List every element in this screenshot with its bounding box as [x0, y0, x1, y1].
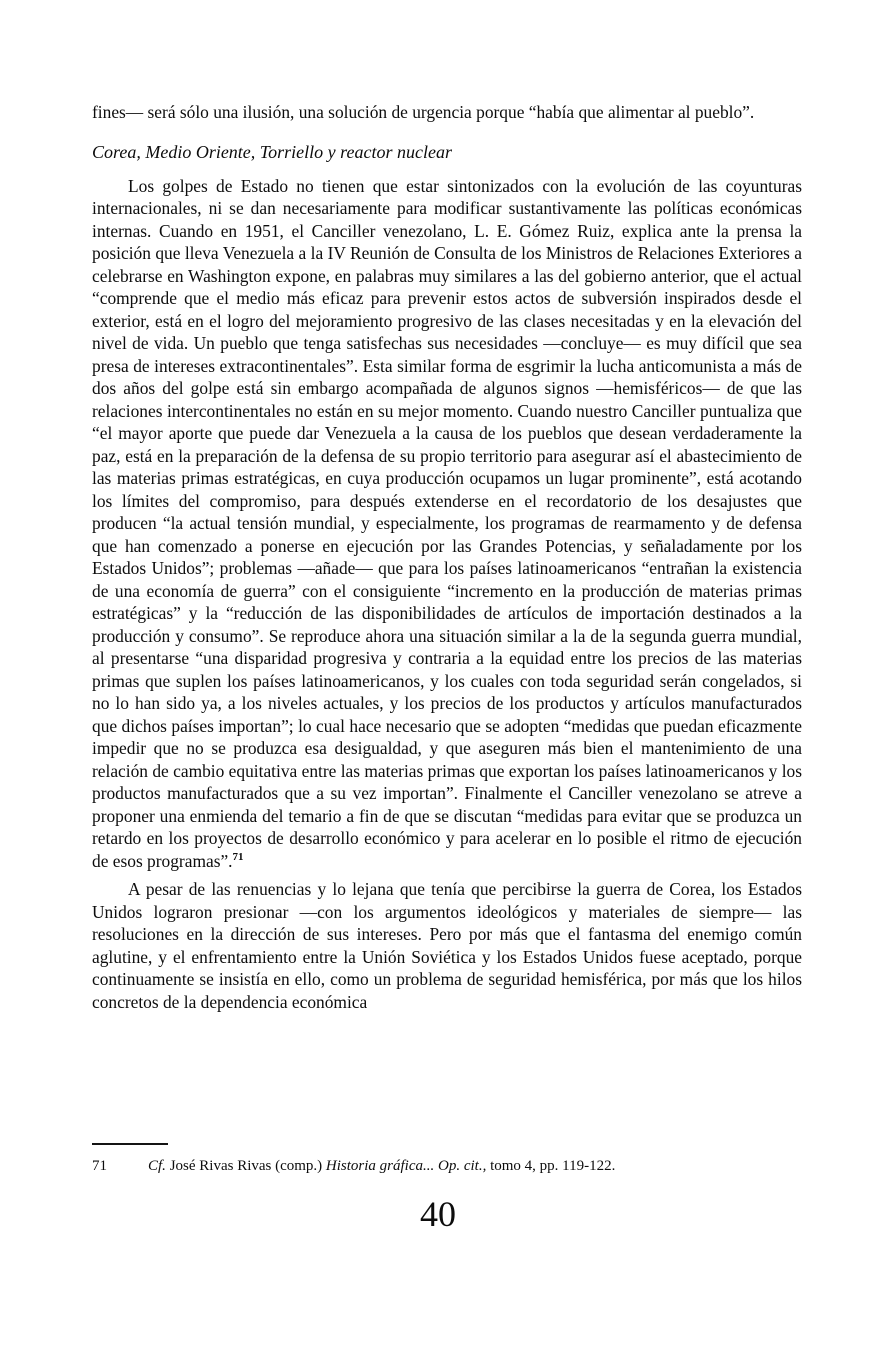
body-paragraph-1 — [92, 175, 802, 873]
footnote-reference: 71 — [232, 850, 244, 863]
continuation-paragraph: fines— será sólo una ilusión, una solución de urgencia porque “había que alimentar al pueblo”. — [92, 102, 755, 122]
paragraph-1-text: Los golpes de Estado no tienen que estar sintonizados con la evolución de las coyunturas internacionales, ni se dan necesariamente para modificar sustantivamente las políticas económicas internas. Cuando en 1951, el Canciller venezolano, L. E. Gómez Ruiz, explica ante la prensa la posición que lleva Venezuela a la IV Reunión de Consulta de los Ministros de Relaciones Exteriores a celebrarse en Washington expone, en palabras muy similares a las del gobierno anterior, que el actual “comprende que el medio más eficaz para prevenir estos actos de subversión inspirados desde el exterior, está en el logro del mejoramiento progresivo de las clases necesitadas y en la elevación del nivel de vida. Un pueblo que tenga satisfechas sus necesidades —concluye— es muy difícil que sea presa de intereses extracontinentales”. Esta similar forma de esgrimir la lucha anticomunista a más de dos años del golpe está sin embargo acompañada de algunos signos —hemisféricos— de que las relaciones intercontinentales no están en su mejor momento. Cuando nuestro Canciller puntualiza que “el mayor aporte que puede dar Venezuela a la causa de los pueblos que desean verdaderamente la paz, está en la preparación de la defensa de su propio territorio para asegurar así el abastecimiento de las materias primas estratégicas, en cuya producción ocupamos un lugar prominente”, está acotando los límites del compromiso, para después extenderse en el recordatorio de los desajustes que producen “la actual tensión mundial, y especialmente, los programas de rearmamento y de defensa que han comenzado a ponerse en ejecución por las Grandes Potencias, y señaladamente por los Estados Unidos”; problemas —añade— que para los países latinoamericanos “entrañan la existencia de una economía de guerra” con el consiguiente “incremento en la producción de materias primas estratégicas” y la “reducción de las disponibilidades de artículos de importación destinados a la producción y consumo”. Se reproduce ahora una situación similar a la de la segunda guerra mundial, al presentarse “una disparidad progresiva y contraria a la equidad entre los precios de las materias primas que suplen los países latinoamericanos, y los cuales con toda seguridad serán congelados, si no lo han sido ya, a los niveles actuales, y los precios de los productos y artículos manufacturados que dichos países importan”; lo cual hace necesario que se adopten “medidas que puedan eficazmente impedir que no se produzca esa desigualdad, y que aseguren más bien el mantenimiento de una relación de cambio equitativa entre las materias primas que exportan los países latinoamericanos y los productos manufacturados que a su vez importan”. Finalmente el Canciller venezolano se atreve a proponer una enmienda del temario a fin de que se discutan “medidas para evitar que se produzca un retardo en los proyectos de desarrollo económico y para acelerar en lo posible el ritmo de ejecución de esos programas”. — [92, 175, 802, 871]
page-number: 40 — [420, 1194, 456, 1234]
footnote-work-title: Historia gráfica... Op. cit., — [325, 1158, 487, 1174]
footnote-text — [148, 1156, 802, 1176]
footnote-pages: tomo 4, pp. 119-122. — [486, 1158, 616, 1174]
text-block — [92, 101, 802, 1013]
footnote-number: 71 — [92, 1158, 107, 1174]
section-heading: Corea, Medio Oriente, Torriello y reactor nuclear — [92, 141, 452, 162]
footnote-author: José Rivas Rivas (comp.) — [165, 1158, 326, 1174]
footnote-area — [92, 1143, 802, 1176]
footnote-cf-abbrev: Cf. — [148, 1158, 166, 1174]
footnote-rule — [92, 1143, 168, 1145]
body-paragraph-2: A pesar de las renuencias y lo lejana que tenía que percibirse la guerra de Corea, los Estados Unidos lograron presionar —con los argumentos ideológicos y materiales de siempre— las resoluciones en la dirección de sus intereses. Pero por más que el fantasma del enemigo común aglutine, y el enfrentamiento entre la Unión Soviética y los Estados Unidos fuese aceptado, porque continuamente se insistía en ello, como un problema de seguridad hemisférica, por más que los hilos concretos de la dependencia económica — [92, 879, 802, 1012]
footnote — [92, 1156, 802, 1176]
